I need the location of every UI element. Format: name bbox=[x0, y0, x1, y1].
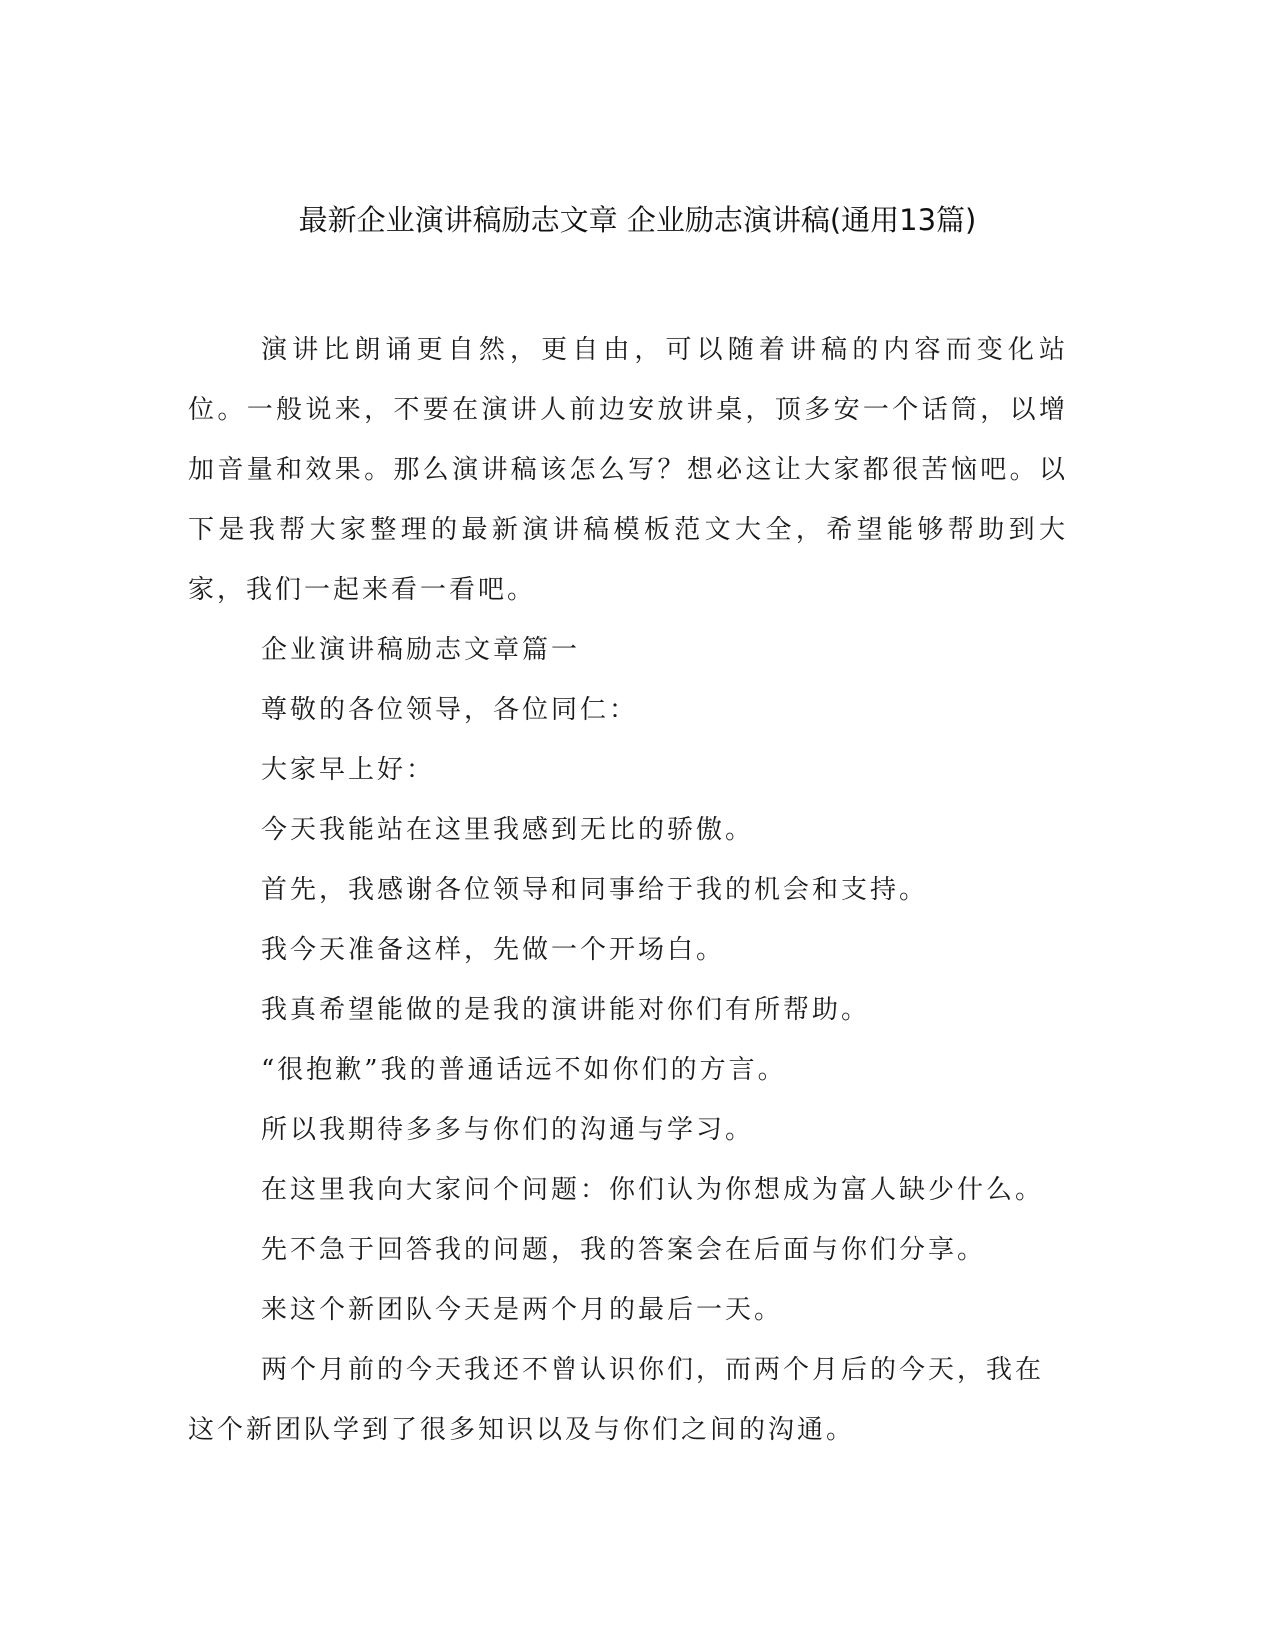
document-title: 最新企业演讲稿励志文章 企业励志演讲稿(通用13篇) bbox=[298, 203, 977, 237]
body-paragraph: 今天我能站在这里我感到无比的骄傲。 bbox=[261, 815, 755, 845]
body-paragraph: 先不急于回答我的问题，我的答案会在后面与你们分享。 bbox=[261, 1235, 987, 1265]
body-paragraph: 我今天准备这样，先做一个开场白。 bbox=[261, 935, 726, 965]
body-paragraph: 首先，我感谢各位领导和同事给于我的机会和支持。 bbox=[261, 875, 929, 905]
body-paragraph: 来这个新团队今天是两个月的最后一天。 bbox=[261, 1295, 784, 1325]
body-paragraph: 所以我期待多多与你们的沟通与学习。 bbox=[261, 1115, 755, 1145]
intro-paragraph: 演讲比朗诵更自然，更自由，可以随着讲稿的内容而变化站位。一般说来，不要在演讲人前边安放讲桌，顶多安一个话筒，以增加音量和效果。那么演讲稿该怎么写？想必这让大家都很苦恼吧。以下是我帮大家整理的最新演讲稿模板范文大全，希望能够帮助到大家，我们一起来看一看吧。 bbox=[188, 335, 1068, 605]
document-body bbox=[188, 320, 1068, 1460]
body-paragraph: 在这里我向大家问个问题：你们认为你想成为富人缺少什么。 bbox=[261, 1175, 1045, 1205]
greeting: 大家早上好： bbox=[261, 755, 436, 785]
body-paragraph: 两个月前的今天我还不曾认识你们，而两个月后的今天，我在这个新团队学到了很多知识以及与你们之间的沟通。 bbox=[188, 1355, 1045, 1445]
body-paragraph: 我真希望能做的是我的演讲能对你们有所帮助。 bbox=[261, 995, 871, 1025]
salutation: 尊敬的各位领导，各位同仁： bbox=[261, 695, 639, 725]
body-paragraph: “很抱歉”我的普通话远不如你们的方言。 bbox=[261, 1055, 787, 1085]
section-heading: 企业演讲稿励志文章篇一 bbox=[261, 635, 581, 665]
